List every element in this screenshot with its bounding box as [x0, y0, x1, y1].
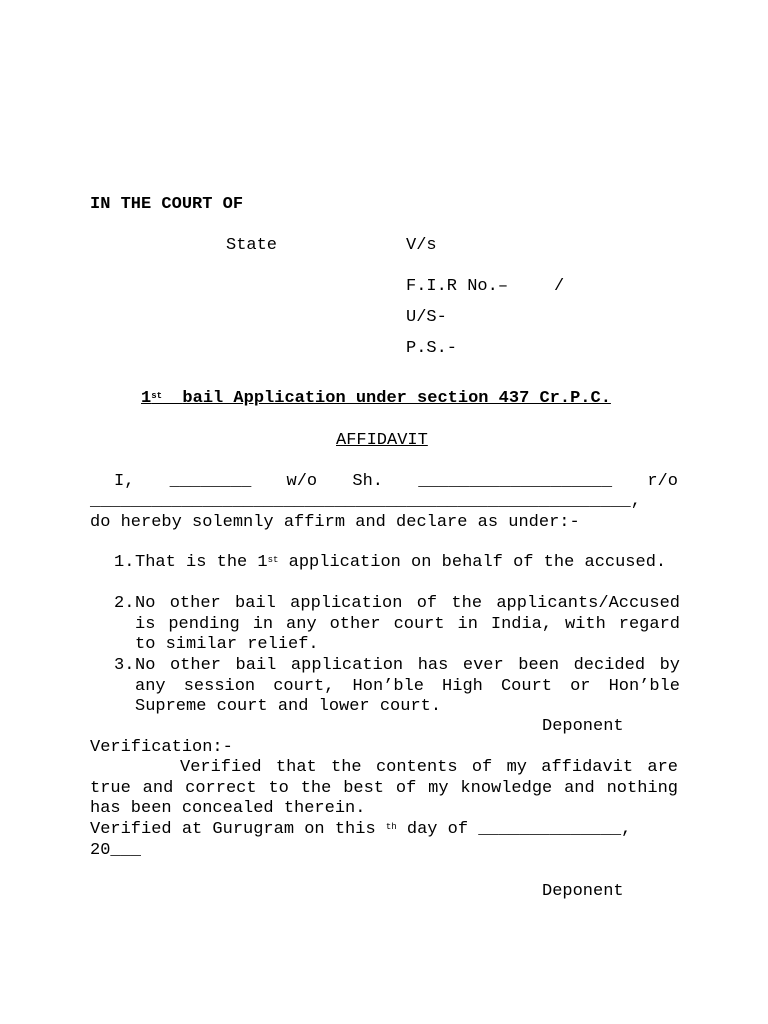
intro-word: I,	[114, 472, 135, 491]
verification-heading: Verification:-	[90, 738, 233, 757]
fir-separator: /	[554, 277, 565, 296]
deponent-signature-2: Deponent	[542, 882, 624, 901]
under-section: U/S-	[406, 308, 447, 327]
application-title	[141, 389, 611, 409]
list-item-text: No other bail application of the applicants/Accused is pending in any other court in India, with regard to similar relief.	[135, 594, 680, 654]
party-state: State	[226, 236, 278, 255]
list-item-text: No other bail application has ever been decided by any session court, Hon’ble High Court or Hon’ble Supreme court and lower court.	[135, 656, 680, 716]
list-item	[114, 594, 680, 656]
deponent-signature-1: Deponent	[542, 717, 624, 736]
list-item-number: 3.	[114, 656, 135, 675]
verification-body: Verified that the contents of my affidavit are true and correct to the best of my knowledge and nothing has been concealed therein.	[90, 758, 678, 818]
application-ordinal-suffix: st	[151, 391, 163, 401]
intro-word: Sh.	[352, 472, 383, 491]
application-title-text: bail Application under section 437 Cr.P.C.	[182, 389, 611, 408]
verification-place: Verified at Gurugram on this $^{th}$ day of ______________,	[90, 820, 632, 839]
court-heading: IN THE COURT OF	[90, 195, 244, 214]
police-station: P.S.-	[406, 339, 458, 358]
application-ordinal: 1	[141, 389, 152, 408]
intro-blank-address: _____________________________________________________,	[90, 492, 641, 511]
intro-declaration: do hereby solemnly affirm and declare as under:-	[90, 513, 580, 532]
list-item	[114, 656, 680, 718]
intro-word: r/o	[647, 472, 678, 491]
intro-line-1	[90, 472, 678, 492]
fir-number: F.I.R No.–	[406, 277, 509, 296]
intro-blank-father: ___________________	[418, 472, 613, 491]
list-item-number: 1.	[114, 553, 135, 572]
document-title: AFFIDAVIT	[336, 431, 428, 450]
versus-label: V/s	[406, 236, 437, 255]
list-item-number: 2.	[114, 594, 135, 613]
list-item-text: That is the 1st application on behalf of the accused.	[135, 553, 667, 572]
list-item	[114, 553, 680, 574]
intro-blank-name: ________	[169, 472, 252, 491]
verification-year: 20___	[90, 841, 142, 860]
intro-word: w/o	[286, 472, 318, 491]
